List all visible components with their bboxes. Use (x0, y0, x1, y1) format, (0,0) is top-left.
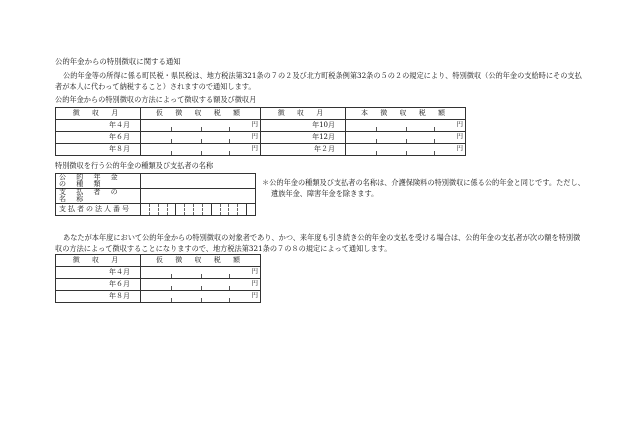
month-cell: 年６月 (56, 279, 141, 291)
yen-label: 円 (251, 132, 258, 140)
pension-note: ＊公的年金の種類及び支払者の名称は、介護保険料の特別徴収に係る公的年金と同じです。ただし、遺族年金、障害年金を除きます。 (262, 178, 585, 198)
header-final-amount: 本 徴 収 税 額 (346, 108, 466, 120)
yen-label: 円 (251, 279, 258, 287)
amount-cell (141, 279, 261, 291)
yen-label: 円 (251, 144, 258, 152)
pension-type-value (141, 174, 256, 189)
section1-title: 公的年金からの特別徴収の方法によって徴収する額及び徴収月 (55, 95, 257, 104)
month-cell: 年10月 (261, 120, 346, 132)
header-collection-month: 徴 収 月 (56, 108, 141, 120)
next-year-tax-table (55, 254, 261, 303)
month-cell: 年８月 (56, 291, 141, 303)
pension-payer-table (55, 173, 256, 216)
amount-cell (141, 132, 261, 144)
notice-title: 公的年金からの特別徴収に関する通知 (55, 57, 181, 66)
yen-label: 円 (456, 144, 463, 152)
month-cell: 年２月 (261, 144, 346, 156)
yen-label: 円 (251, 291, 258, 299)
corporate-number-boxes (141, 204, 256, 216)
month-cell: 年６月 (56, 132, 141, 144)
amount-cell (141, 267, 261, 279)
yen-label: 円 (456, 132, 463, 140)
amount-cell (346, 144, 466, 156)
month-cell: 年４月 (56, 120, 141, 132)
payer-name-value (141, 189, 256, 204)
month-cell: 年８月 (56, 144, 141, 156)
amount-cell (141, 120, 261, 132)
payer-name-label: 支 払 者 の 名 称 (56, 189, 141, 204)
pension-type-label: 公 的 年 金 の 種 類 (56, 174, 141, 189)
header-provisional-amount: 仮 徴 収 税 額 (141, 255, 261, 267)
header-collection-month: 徴 収 月 (56, 255, 141, 267)
yen-label: 円 (251, 120, 258, 128)
amount-cell (141, 144, 261, 156)
header-provisional-amount: 仮 徴 収 税 額 (141, 108, 261, 120)
yen-label: 円 (251, 267, 258, 275)
month-cell: 年12月 (261, 132, 346, 144)
amount-cell (346, 132, 466, 144)
amount-cell (141, 291, 261, 303)
section2-title: 特別徴収を行う公的年金の種類及び支払者の名称 (55, 161, 214, 170)
next-year-paragraph: あなたが本年度において公的年金からの特別徴収の対象者であり、かつ、来年度も引き続き公的年金の支払を受ける場合は、公的年金の支払者が次の額を特別徴収の方法によって徴収することになりますので、地方税法第321条の７の８の規定によって通知します。 (55, 233, 581, 253)
yen-label: 円 (456, 120, 463, 128)
corporate-number-label: 支払者の法人番号 (56, 204, 141, 216)
header-collection-month-2: 徴 収 月 (261, 108, 346, 120)
amount-cell (346, 120, 466, 132)
tax-schedule-table (55, 107, 466, 156)
month-cell: 年４月 (56, 267, 141, 279)
intro-paragraph: 公的年金等の所得に係る町民税・県民税は、地方税法第321条の７の２及び北方町税条例第32条の５の２の規定により、特別徴収（公的年金の支給時にその支払者が本人に代わって納税すること）されますので通知します。 (55, 71, 582, 91)
